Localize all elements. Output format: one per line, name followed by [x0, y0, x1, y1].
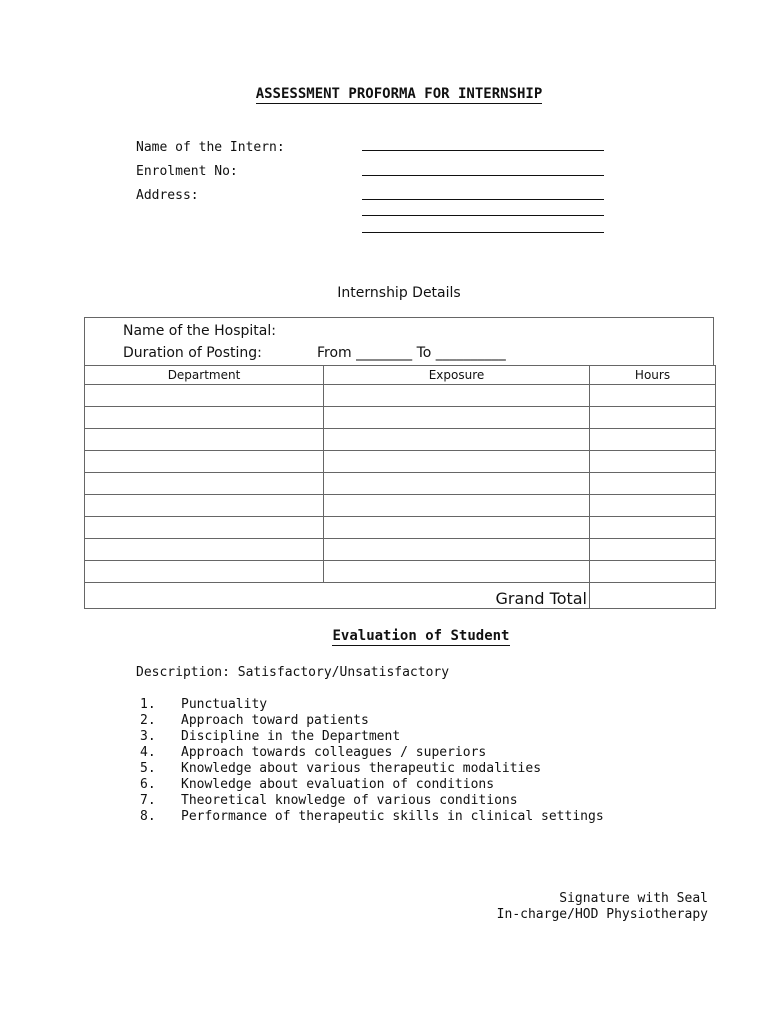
criteria-text: Discipline in the Department — [181, 729, 401, 744]
criteria-number: 2. — [140, 713, 156, 728]
evaluation-heading-text: Evaluation of Student — [332, 628, 510, 644]
criteria-item — [140, 697, 604, 713]
evaluation-heading — [0, 628, 770, 644]
address-blank-line-1 — [362, 199, 604, 200]
cell-exposure[interactable] — [324, 517, 590, 539]
cell-exposure[interactable] — [324, 407, 590, 429]
cell-department[interactable] — [85, 517, 324, 539]
cell-hours[interactable] — [590, 473, 716, 495]
table-row — [85, 473, 716, 495]
document-title-text: ASSESSMENT PROFORMA FOR INTERNSHIP — [255, 86, 543, 102]
table-row — [85, 561, 716, 583]
duration-label: Duration of Posting: — [123, 345, 262, 361]
cell-exposure[interactable] — [324, 451, 590, 473]
criteria-text: Approach towards colleagues / superiors — [181, 745, 487, 760]
criteria-text: Performance of therapeutic skills in clinical settings — [181, 809, 604, 824]
cell-hours[interactable] — [590, 407, 716, 429]
document-title — [0, 86, 770, 102]
cell-exposure[interactable] — [324, 429, 590, 451]
criteria-item — [140, 745, 604, 761]
cell-exposure[interactable] — [324, 473, 590, 495]
cell-department[interactable] — [85, 561, 324, 583]
cell-department[interactable] — [85, 407, 324, 429]
criteria-text: Knowledge about evaluation of conditions — [181, 777, 495, 792]
cell-department[interactable] — [85, 429, 324, 451]
internship-details-table — [84, 365, 716, 609]
criteria-item — [140, 793, 604, 809]
cell-department[interactable] — [85, 451, 324, 473]
cell-department[interactable] — [85, 539, 324, 561]
criteria-number: 4. — [140, 745, 156, 760]
criteria-text: Knowledge about various therapeutic modalities — [181, 761, 542, 776]
cell-hours[interactable] — [590, 495, 716, 517]
hospital-name-label: Name of the Hospital: — [123, 323, 276, 339]
address-blank-line-2 — [362, 215, 604, 216]
criteria-text: Punctuality — [181, 697, 268, 712]
cell-hours[interactable] — [590, 561, 716, 583]
hospital-info-box — [84, 317, 714, 365]
criteria-item — [140, 713, 604, 729]
criteria-text: Theoretical knowledge of various conditions — [181, 793, 518, 808]
table-row — [85, 429, 716, 451]
table-row — [85, 451, 716, 473]
criteria-number: 1. — [140, 697, 156, 712]
criteria-number: 6. — [140, 777, 156, 792]
intern-name-blank — [362, 150, 604, 151]
cell-hours[interactable] — [590, 539, 716, 561]
grand-total-label: Grand Total — [85, 583, 590, 609]
address-blank-line-3 — [362, 232, 604, 233]
cell-department[interactable] — [85, 473, 324, 495]
cell-hours[interactable] — [590, 385, 716, 407]
internship-details-heading: Internship Details — [337, 285, 461, 301]
criteria-item — [140, 761, 604, 777]
cell-hours[interactable] — [590, 517, 716, 539]
table-row — [85, 517, 716, 539]
intern-name-label: Name of the Intern: — [136, 140, 285, 155]
cell-exposure[interactable] — [324, 385, 590, 407]
grand-total-value[interactable] — [590, 583, 716, 609]
criteria-item — [140, 729, 604, 745]
signature-line: Signature with Seal — [559, 891, 708, 906]
criteria-number: 7. — [140, 793, 156, 808]
criteria-item — [140, 777, 604, 793]
enrolment-blank — [362, 175, 604, 176]
cell-department[interactable] — [85, 385, 324, 407]
address-label: Address: — [136, 188, 199, 203]
table-row — [85, 407, 716, 429]
cell-exposure[interactable] — [324, 539, 590, 561]
duration-range: From ________ To __________ — [317, 345, 506, 361]
criteria-item — [140, 809, 604, 825]
criteria-number: 8. — [140, 809, 156, 824]
cell-hours[interactable] — [590, 451, 716, 473]
signature-role: In-charge/HOD Physiotherapy — [496, 907, 708, 922]
cell-hours[interactable] — [590, 429, 716, 451]
table-header-row — [85, 366, 716, 385]
grand-total-row — [85, 583, 716, 609]
cell-exposure[interactable] — [324, 495, 590, 517]
cell-exposure[interactable] — [324, 561, 590, 583]
evaluation-criteria-list — [140, 697, 604, 825]
evaluation-description: Description: Satisfactory/Unsatisfactory — [136, 665, 450, 680]
column-header-exposure: Exposure — [324, 366, 590, 385]
cell-department[interactable] — [85, 495, 324, 517]
criteria-number: 5. — [140, 761, 156, 776]
enrolment-label: Enrolment No: — [136, 164, 238, 179]
table-row — [85, 539, 716, 561]
criteria-text: Approach toward patients — [181, 713, 369, 728]
column-header-hours: Hours — [590, 366, 716, 385]
table-row — [85, 385, 716, 407]
criteria-number: 3. — [140, 729, 156, 744]
table-row — [85, 495, 716, 517]
column-header-department: Department — [85, 366, 324, 385]
